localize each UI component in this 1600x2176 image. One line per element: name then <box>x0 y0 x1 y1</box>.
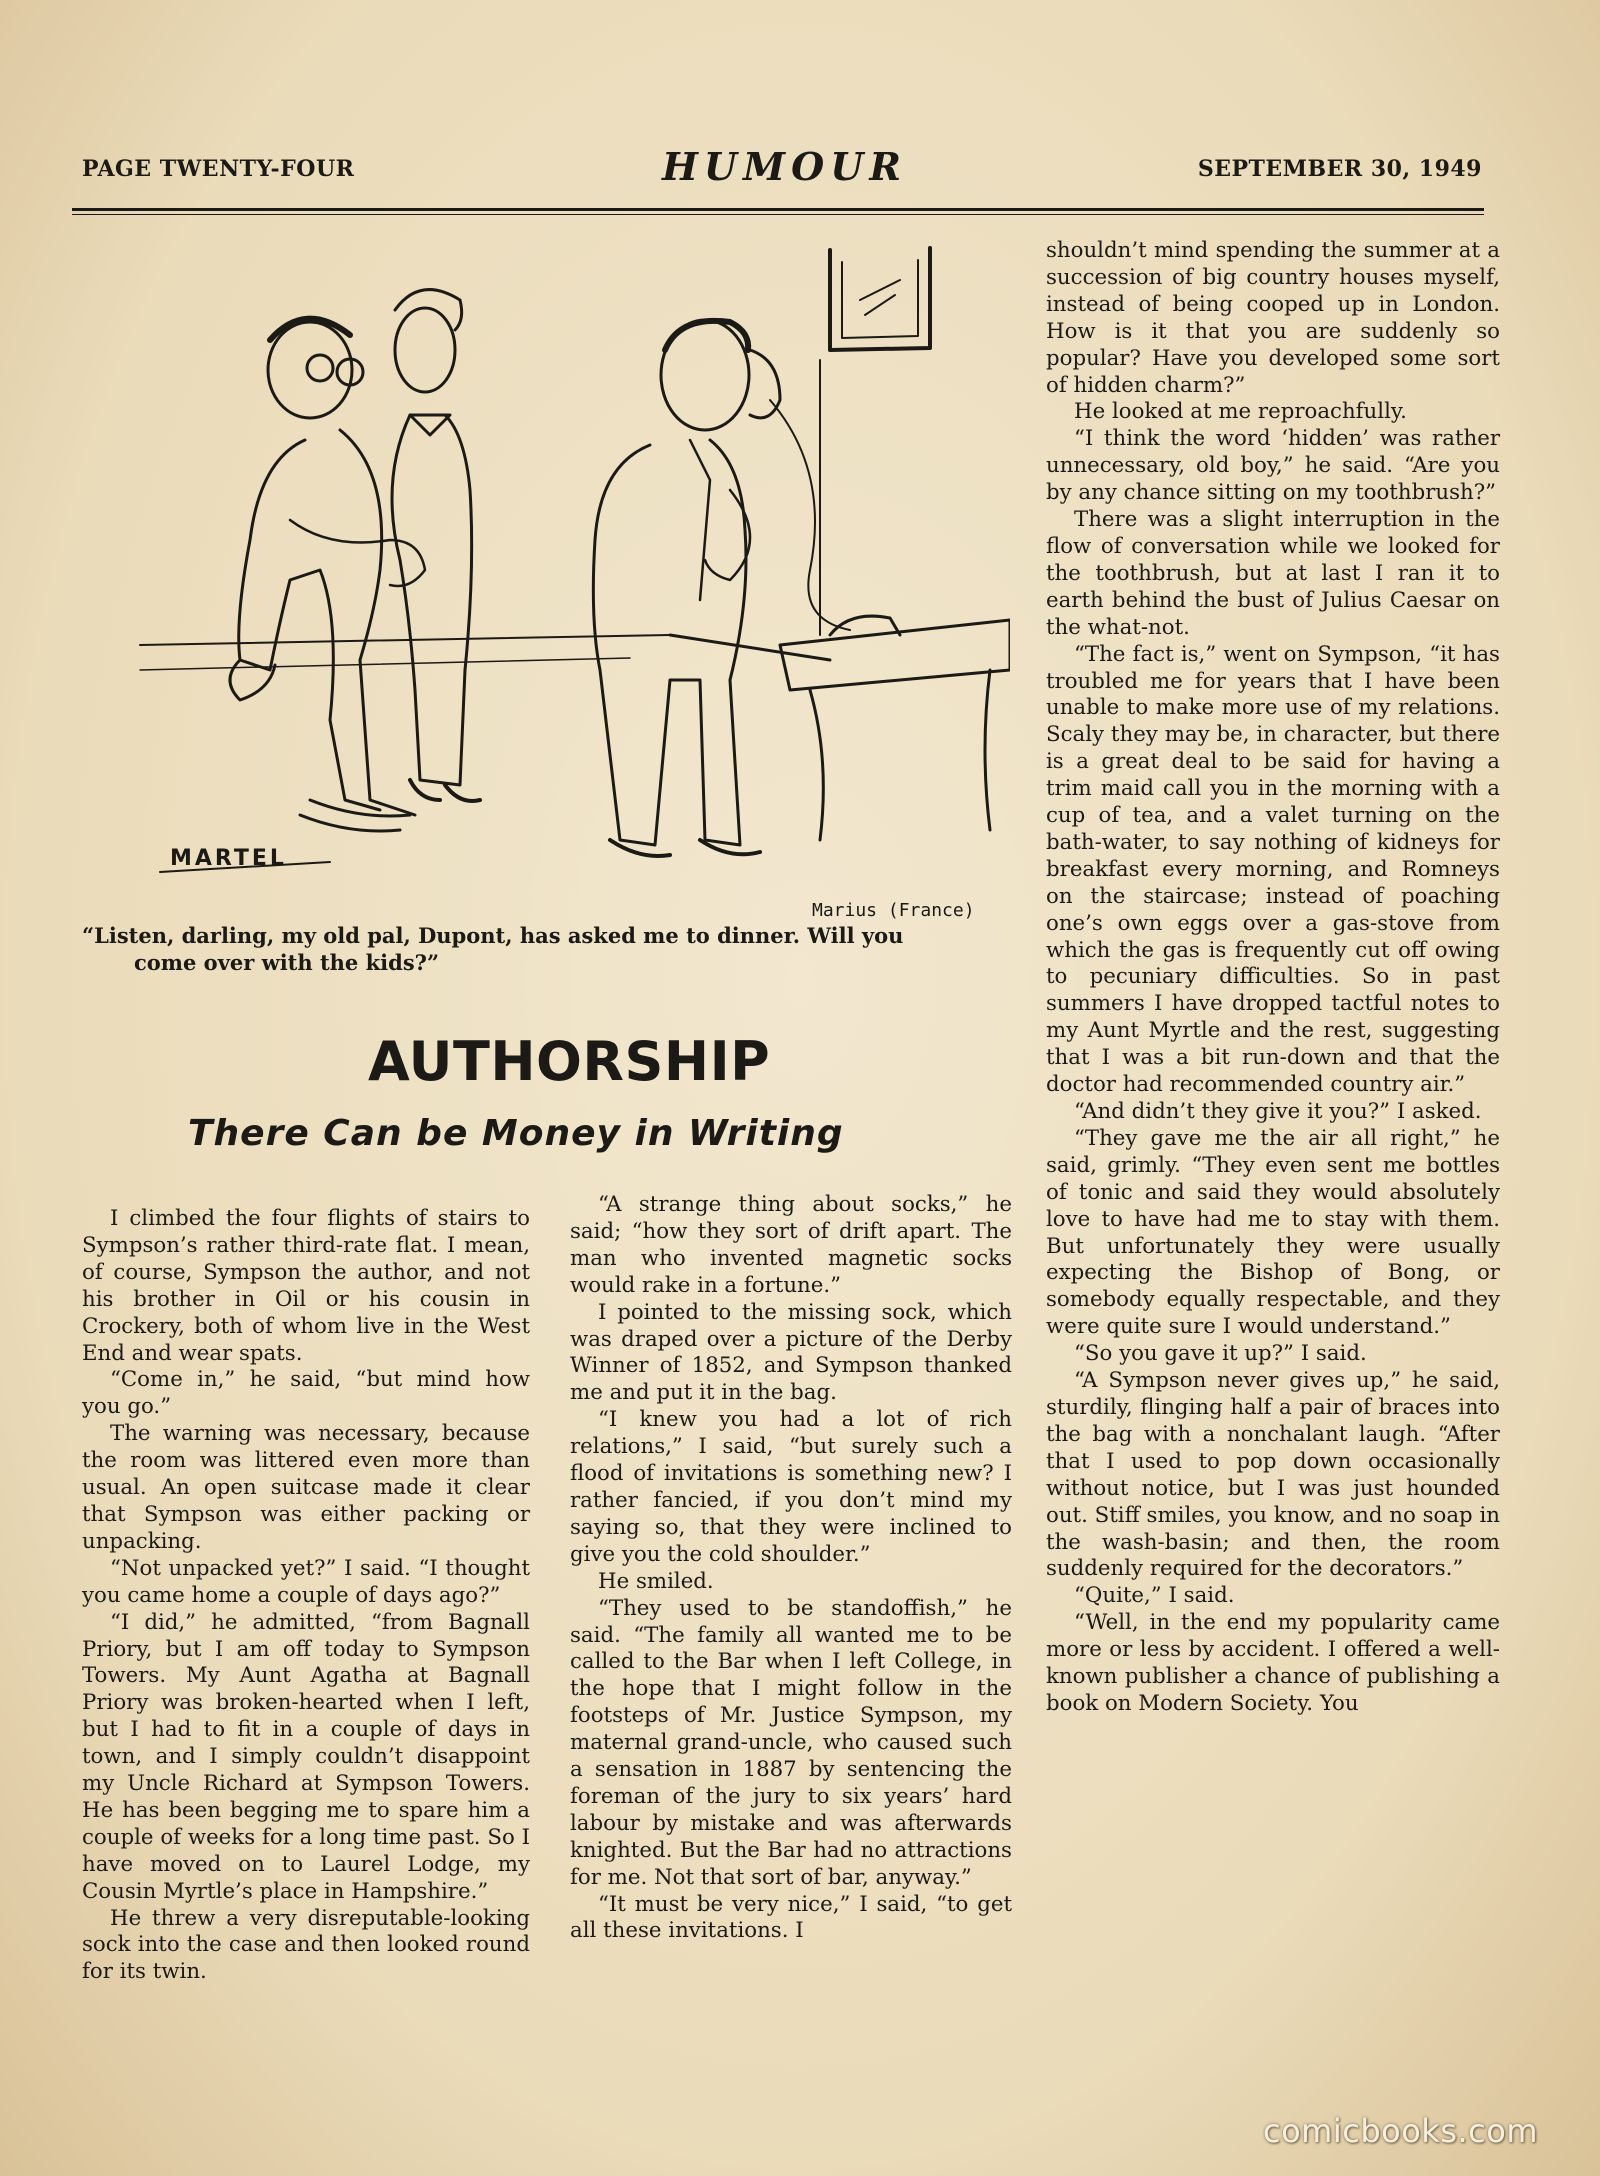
article-subtitle: There Can be Money in Writing <box>188 1113 844 1154</box>
caption-line: come over with the kids?” <box>134 950 440 975</box>
issue-date: SEPTEMBER 30, 1949 <box>1197 156 1482 182</box>
paragraph: “I knew you had a lot of rich relations,” I said, “but surely such a flood of invitations is something new? I rather fancied, if you don’t mind my saying so, that they were inclined to give you the cold shoulder.” <box>570 1407 1012 1567</box>
paragraph: “The fact is,” went on Sympson, “it has troubled me for years that I have been unable to make more use of my relations. Scaly they may be, in character, but there is a great deal to be said for having a trim maid call you in the morning with a cup of tea, and a valet turning on the bath-water, to say nothing of kidneys for breakfast every morning, and Romneys on the staircase; instead of poaching one’s own eggs over a gas-stove from which the gas is frequently cut off owing to pecuniary difficulties. So in past summers I have dropped tactful notes to my Aunt Myrtle and the rest, suggesting that I was a bit run-down and that the doctor had recommended country air.” <box>1046 641 1500 1098</box>
paragraph: “I did,” he admitted, “from Bagnall Priory, but I am off today to Sympson Towers. My Aunt Agatha at Bagnall Priory was broken-hearted when I left, but I had to fit in a couple of days in town, and I simply couldn’t disappoint my Uncle Richard at Sympson Towers. He has been begging me to spare him a couple of weeks for a long time past. So I have moved on to Laurel Lodge, my Cousin Myrtle’s place in Hampshire.” <box>82 1609 530 1904</box>
paragraph: “A Sympson never gives up,” he said, sturdily, flinging half a pair of braces into the bag with a nonchalant laugh. “After that I used to pop down occasionally without notice, but I was just hounded out. Stiff smiles, you know, and no soap in the wash-basin; and then, the room suddenly required for the decorators.” <box>1046 1368 1500 1582</box>
paragraph: “They used to be standoffish,” he said. “The family all wanted me to be called to the Bar when I left College, in the hope that I might follow in the footsteps of Mr. Justice Sympson, my maternal grand-uncle, who caused such a sensation in 1887 by sentencing the foreman of the jury to six years’ hard labour by mistake and was afterwards knighted. But the Bar had no attractions for me. Not that sort of bar, anyway.” <box>570 1595 1012 1890</box>
paragraph: “They gave me the air all right,” he said, grimly. “They even sent me bottles of tonic and said they would absolutely love to have had me to stay with them. But unfortunately they were usually expecting the Bishop of Bong, or somebody equally respectable, and they were quite sure I would understand.” <box>1046 1125 1500 1340</box>
site-watermark: comicbooks.com <box>1262 2112 1538 2150</box>
paragraph: shouldn’t mind spending the summer at a succession of big country houses myself, instead of being cooped up in London. How is it that you are suddenly so popular? Have you developed some sort of hidden charm?” <box>1046 238 1500 398</box>
article-column-2 <box>570 1192 1012 1945</box>
article-title: AUTHORSHIP <box>368 1030 771 1093</box>
artist-signature: MARTEL <box>170 846 287 871</box>
header-rule <box>72 208 1484 211</box>
paragraph: “So you gave it up?” I said. <box>1074 1341 1367 1367</box>
paragraph: “And didn’t they give it you?” I asked. <box>1074 1099 1482 1124</box>
magazine-title: HUMOUR <box>662 144 907 189</box>
header-rule-thin <box>72 214 1484 215</box>
paragraph: “I think the word ‘hidden’ was rather unnecessary, old boy,” he said. “Are you by any chance sitting on my toothbrush?” <box>1046 426 1500 506</box>
paragraph: I pointed to the missing sock, which was draped over a picture of the Derby Winner of 1852, and Sympson thanked me and put it in the bag. <box>570 1299 1012 1406</box>
page-header <box>72 140 1482 210</box>
cartoon-caption <box>82 922 1012 976</box>
article-column-1 <box>82 1206 530 1986</box>
paragraph: There was a slight interruption in the flow of conversation while we looked for the toothbrush, but at last I ran it to earth behind the bust of Julius Caesar on the what-not. <box>1046 507 1500 640</box>
paragraph: He smiled. <box>598 1568 714 1594</box>
paragraph: “Quite,” I said. <box>1074 1583 1235 1609</box>
article-column-3 <box>1046 238 1500 1718</box>
caption-line: “Listen, darling, my old pal, Dupont, has asked me to dinner. Will you <box>82 923 904 948</box>
paragraph: I climbed the four flights of stairs to Sympson’s rather third-rate flat. I mean, of course, Sympson the author, and not his brother in Oil or his cousin in Crockery, both of whom live in the West End and wear spats. <box>82 1206 530 1366</box>
cartoon-illustration <box>130 240 1010 900</box>
paragraph: The warning was necessary, because the room was littered even more than usual. An open suitcase made it clear that Sympson was either packing or unpacking. <box>82 1421 530 1554</box>
cartoon-credit: Marius (France) <box>812 900 975 921</box>
paragraph: He looked at me reproachfully. <box>1074 399 1407 425</box>
paragraph: “Come in,” he said, “but mind how you go.” <box>82 1367 530 1420</box>
paragraph: He threw a very disreputable-looking sock into the case and then looked round for its twin. <box>82 1905 530 1985</box>
paragraph: “It must be very nice,” I said, “to get all these invitations. I <box>570 1891 1012 1944</box>
page-number: PAGE TWENTY-FOUR <box>82 156 355 182</box>
paragraph: “Well, in the end my popularity came more or less by accident. I offered a well-known publisher a chance of publishing a book on Modern Society. You <box>1046 1610 1500 1716</box>
paragraph: “Not unpacked yet?” I said. “I thought you came home a couple of days ago?” <box>82 1555 530 1608</box>
paragraph: “A strange thing about socks,” he said; “how they sort of drift apart. The man who invented magnetic socks would rake in a fortune.” <box>570 1192 1012 1298</box>
